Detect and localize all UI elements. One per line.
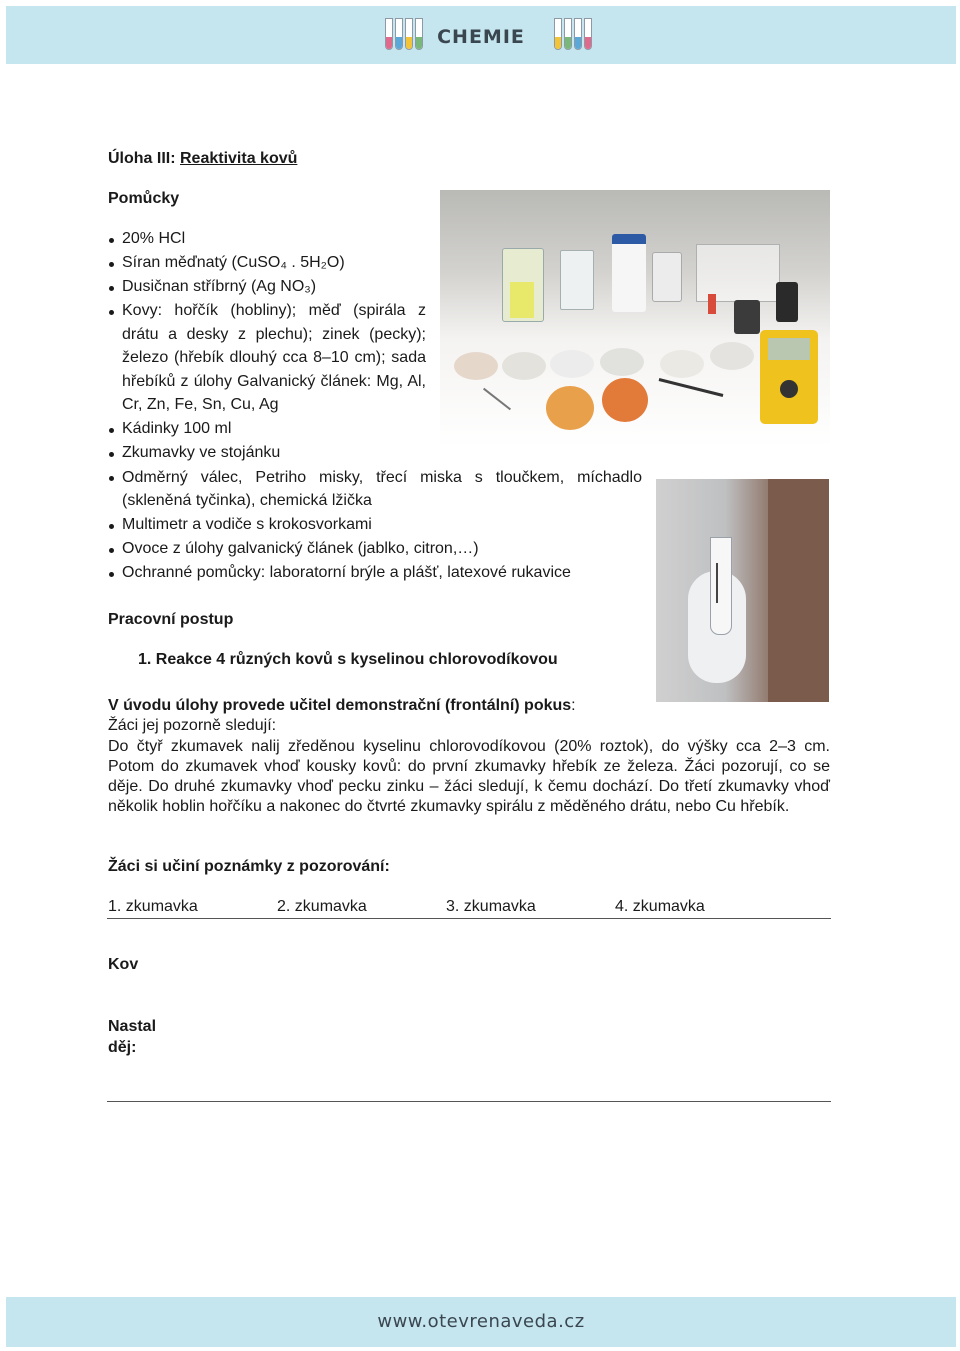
task-title [108,150,297,168]
table-header-rule [107,918,831,919]
header-band [6,6,956,64]
procedure-text: Do čtyř zkumavek nalij zředěnou kyselinu chlorovodíkovou (20% roztok), do výšky cca 2–3 cm. Potom do zkumavek vhoď kousky kovů: do první zkumavky hřebík ze železa. Žáci pozorují, co se děje. Do druhé zkumavky vhoď pecku zinku – žáci sledují, k čemu dochází. Do třetí zkumavky vhoď několik hoblin hořčíku a nakonec do čtvrté zkumavky spirálu z měděného drátu, nebo Cu hřebík. [108,738,830,815]
notes-heading: Žáci si učiní poznámky z pozorování: [108,858,390,875]
procedure-heading: Pracovní postup [108,611,234,628]
table-bottom-rule [107,1101,831,1102]
aids-heading: Pomůcky [108,190,180,207]
header-title: CHEMIE [437,26,525,48]
footer-website[interactable]: www.otevrenaveda.cz [377,1311,585,1332]
task-title-link[interactable]: Reaktivita kovů [180,150,298,167]
demo-heading: V úvodu úlohy provede učitel demonstrační (frontální) pokus: [108,697,576,714]
footer-band [6,1297,956,1347]
table-column-2: 2. zkumavka [277,898,367,915]
test-tube-photo [656,479,829,702]
table-row-label-dej: Nastal děj: [108,1018,157,1056]
table-column-1: 1. zkumavka [108,898,198,915]
table-column-4: 4. zkumavka [615,898,705,915]
observe-line: Žáci jej pozorně sledují: [108,717,277,734]
task-title-prefix: Úloha III: [108,150,180,167]
table-column-3: 3. zkumavka [446,898,536,915]
step-1-title: 1. Reakce 4 různých kovů s kyselinou chlorovodíkovou [138,651,558,668]
lab-equipment-photo [440,190,830,447]
table-row-label-kov: Kov [108,956,139,973]
